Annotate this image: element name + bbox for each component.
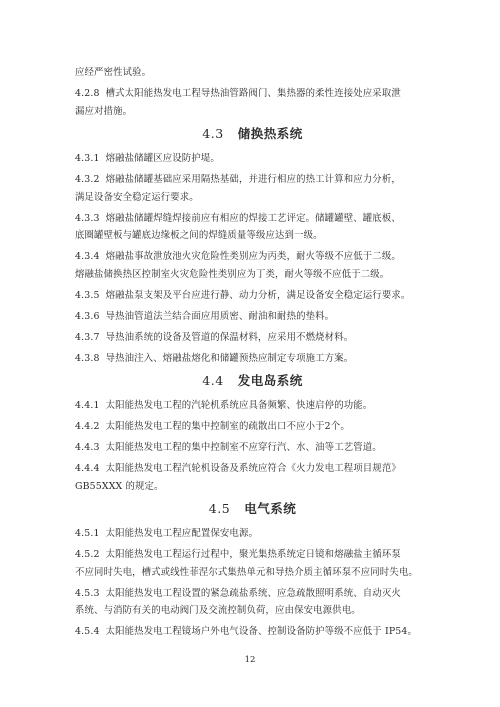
- clause-number: 4.2.8: [75, 88, 100, 99]
- section-number: 4.4: [202, 373, 224, 388]
- clause-text: 系统、与消防有关的电动阀门及交流控制负荷，应由保安电源供电。: [75, 605, 361, 616]
- paragraph-line: [75, 287, 430, 305]
- paragraph-line: [75, 150, 430, 168]
- paragraph-line: [75, 439, 430, 457]
- paragraph-line: [75, 546, 430, 564]
- paragraph-line: [75, 171, 430, 189]
- clause-text: 应经严密性试验。: [75, 67, 152, 78]
- clause-number: 4.4.4: [75, 463, 100, 474]
- paragraph-line: [75, 602, 430, 620]
- page-number: 12: [244, 655, 256, 665]
- block-4-5: [75, 525, 430, 641]
- clause-text: 熔融盐储罐基础应采用隔热基础，并进行相应的热工计算和应力分析，: [105, 174, 401, 185]
- clause-paragraph: [75, 308, 430, 326]
- clause-text: 漏应对措施。: [75, 105, 133, 117]
- clause-text: 太阳能热发电工程的汽轮机系统应具备频繁、快速启停的功能。: [105, 400, 373, 411]
- clause-text: 导热油管道法兰结合面应用质密、耐油和耐热的垫料。: [105, 310, 335, 322]
- clause-paragraph: [75, 350, 430, 368]
- clause-paragraph: [75, 585, 430, 620]
- paragraph-line: [75, 397, 430, 415]
- clause-paragraph: [75, 623, 430, 641]
- clause-text: 太阳能热发电工程的集中控制室的疏散出口不应小于2个。: [105, 421, 350, 432]
- paragraph-line: [75, 103, 430, 121]
- clause-text: 太阳能热发电工程汽轮机设备及系统应符合《火力发电工程项目规范》: [105, 463, 401, 474]
- paragraph-line: [75, 248, 430, 266]
- section-heading-4-5: [75, 499, 430, 519]
- clause-text: 熔融盐储罐焊缝焊接前应有相应的焊接工艺评定。储罐罐壁、罐底板、: [105, 212, 401, 224]
- clause-text: 槽式太阳能热发电工程导热油管路阀门、集热器的柔性连接处应采取泄: [105, 88, 401, 99]
- block-4-4: [75, 397, 430, 495]
- clause-text: 太阳能热发电工程镜场户外电气设备、控制设备防护等级不应低于 IP54。: [105, 626, 418, 637]
- section-title: 电气系统: [244, 501, 297, 516]
- paragraph-line: [75, 266, 430, 284]
- clause-text: 导热油注入、熔融盐熔化和储罐预热应制定专项施工方案。: [105, 352, 354, 364]
- clause-paragraph: [75, 546, 430, 581]
- clause-paragraph: [75, 397, 430, 415]
- clause-text: 导热油系统的设备及管道的保温材料，应采用不燃烧材料。: [105, 331, 354, 343]
- section-title: 储换热系统: [237, 126, 303, 141]
- clause-paragraph: [75, 460, 430, 495]
- clause-number: 4.4.1: [75, 400, 100, 411]
- clause-number: 4.3.1: [75, 153, 100, 164]
- clause-number: 4.3.7: [75, 331, 100, 343]
- clause-paragraph: [75, 64, 430, 82]
- page-content: [75, 64, 430, 644]
- section-title: 发电岛系统: [237, 373, 303, 388]
- paragraph-line: [75, 525, 430, 543]
- clause-number: 4.5.3: [75, 587, 100, 599]
- block-top: [75, 64, 430, 120]
- paragraph-line: [75, 210, 430, 228]
- clause-number: 4.5.2: [75, 549, 100, 560]
- clause-text: 熔融盐储换热区控制室火灾危险性类别应为丁类，耐火等级不应低于二级。: [75, 268, 390, 280]
- clause-number: 4.3.2: [75, 174, 100, 185]
- section-heading-4-4: [75, 371, 430, 391]
- clause-number: 4.3.4: [75, 251, 100, 262]
- clause-paragraph: [75, 248, 430, 283]
- clause-text: 熔融盐储罐区应设防护堤。: [105, 153, 220, 164]
- paragraph-line: [75, 189, 430, 207]
- paragraph-line: [75, 227, 430, 245]
- clause-text: 太阳能热发电工程设置的紧急疏盐系统、应急疏散照明系统、自动灭火: [105, 587, 401, 599]
- clause-text: 满足设备安全稳定运行要求。: [75, 191, 199, 203]
- clause-text: 太阳能热发电工程运行过程中，聚光集热系统定日镜和熔融盐主循环泵: [105, 549, 401, 560]
- paragraph-line: [75, 623, 430, 641]
- clause-text: 不应同时失电，槽式或线性菲涅尔式集热单元和导热介质主循环泵不应同时失电。: [75, 566, 418, 578]
- clause-number: 4.3.6: [75, 310, 100, 322]
- paragraph-line: [75, 460, 430, 478]
- clause-number: 4.4.2: [75, 421, 100, 432]
- clause-paragraph: [75, 210, 430, 245]
- clause-paragraph: [75, 418, 430, 436]
- clause-number: 4.3.8: [75, 352, 100, 364]
- clause-paragraph: [75, 171, 430, 206]
- clause-paragraph: [75, 287, 430, 305]
- section-heading-4-3: [75, 124, 430, 144]
- paragraph-line: [75, 308, 430, 326]
- clause-number: 4.4.3: [75, 442, 100, 453]
- clause-text: 太阳能热发电工程应配置保安电源。: [105, 528, 259, 539]
- paragraph-line: [75, 329, 430, 347]
- clause-number: 4.5.1: [75, 528, 100, 539]
- clause-paragraph: [75, 85, 430, 120]
- clause-paragraph: [75, 439, 430, 457]
- clause-number: 4.5.4: [75, 626, 100, 637]
- block-4-3: [75, 150, 430, 367]
- paragraph-line: [75, 64, 430, 82]
- paragraph-line: [75, 564, 430, 582]
- clause-number: 4.3.5: [75, 289, 100, 301]
- paragraph-line: [75, 478, 430, 496]
- clause-text: GB55XXX 的规定。: [75, 480, 164, 492]
- paragraph-line: [75, 585, 430, 603]
- paragraph-line: [75, 418, 430, 436]
- clause-text: 太阳能热发电工程的集中控制室不应穿行汽、水、油等工艺管道。: [105, 442, 382, 453]
- clause-paragraph: [75, 150, 430, 168]
- paragraph-line: [75, 85, 430, 103]
- clause-text: 底圈罐壁板与罐底边缘板之间的焊缝质量等级应达到一级。: [75, 230, 323, 241]
- clause-text: 熔融盐事故泄放池火灾危险性类别应为丙类，耐火等级不应低于二级。: [105, 251, 401, 262]
- section-number: 4.3: [202, 126, 224, 141]
- clause-paragraph: [75, 525, 430, 543]
- paragraph-line: [75, 350, 430, 368]
- clause-text: 熔融盐泵支架及平台应进行静、动力分析，满足设备安全稳定运行要求。: [105, 289, 411, 301]
- clause-paragraph: [75, 329, 430, 347]
- clause-number: 4.3.3: [75, 212, 100, 224]
- section-number: 4.5: [208, 501, 231, 516]
